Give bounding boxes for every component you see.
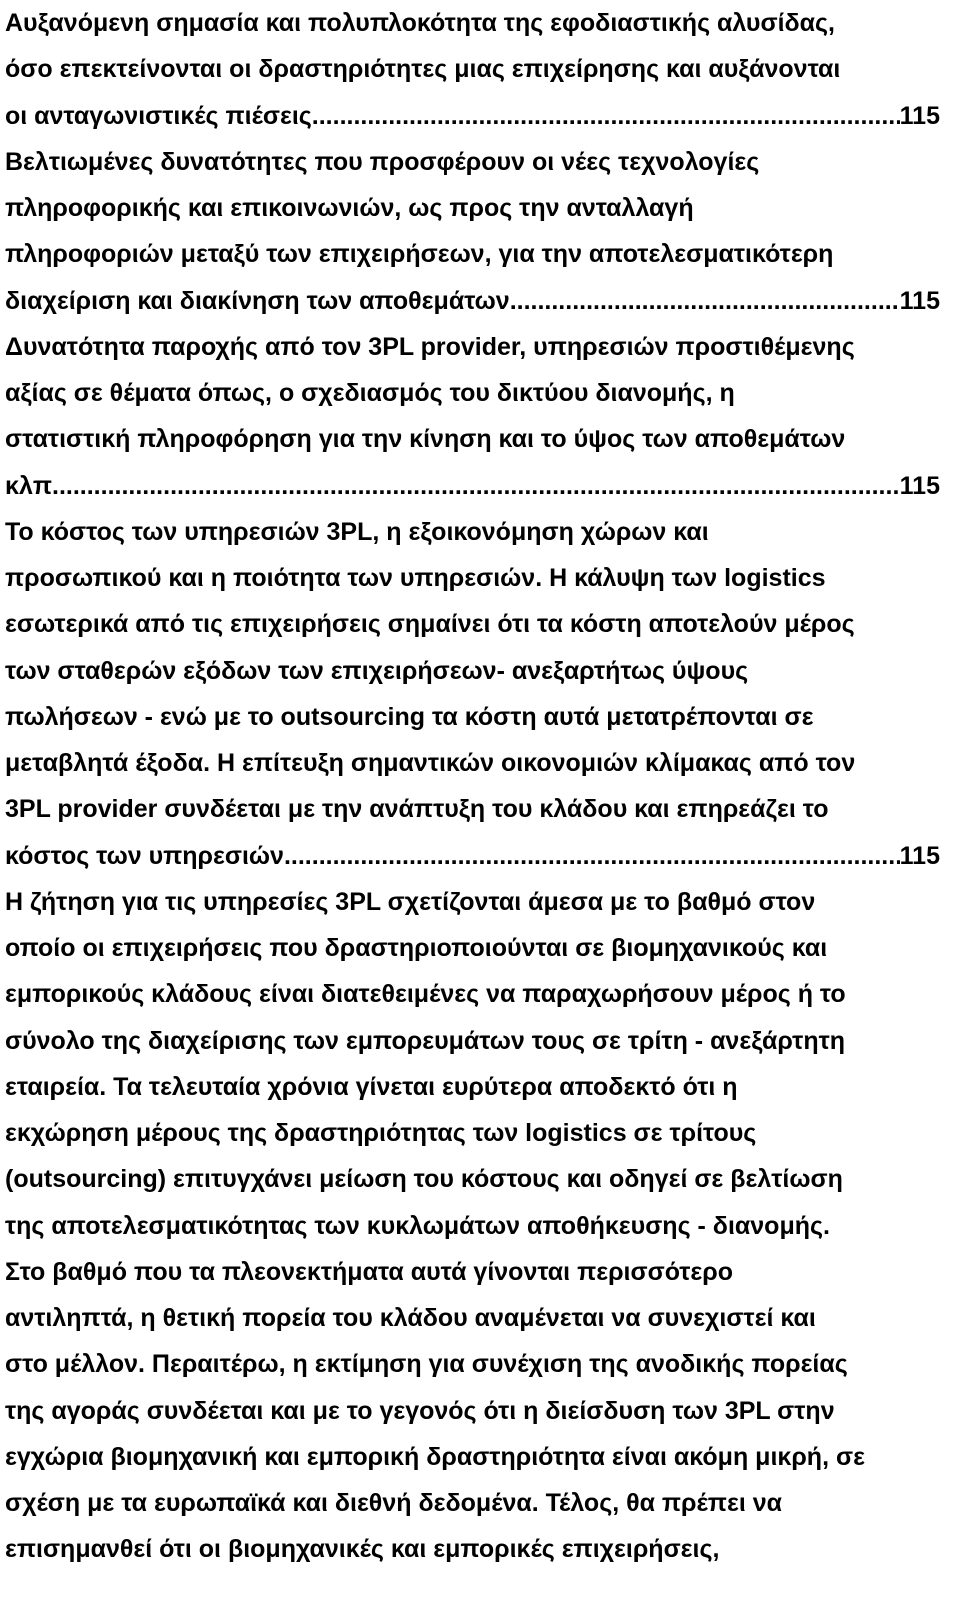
- text-line: Βελτιωμένες δυνατότητες που προσφέρουν οι νέες τεχνολογίες: [5, 147, 760, 176]
- text-line: σύνολο της διαχείρισης των εμπορευμάτων τους σε τρίτη - ανεξάρτητη: [5, 1026, 846, 1055]
- dot-leader: [52, 463, 900, 509]
- page-number: 115: [899, 101, 940, 130]
- toc-entry-line: [5, 833, 940, 879]
- text-line: αντιληπτά, η θετική πορεία του κλάδου αναμένεται να συνεχιστεί και: [5, 1304, 816, 1332]
- text-line: στο μέλλον. Περαιτέρω, η εκτίμηση για συνέχιση της ανοδικής πορείας: [5, 1350, 848, 1379]
- text-line: Η ζήτηση για τις υπηρεσίες 3PL σχετίζονται άμεσα με το βαθμό στον: [5, 887, 816, 916]
- text-line: εμπορικούς κλάδους είναι διατεθειμένες να παραχωρήσουν μέρος ή το: [5, 980, 846, 1009]
- toc-entry-text: διαχείριση και διακίνηση των αποθεμάτων: [5, 286, 510, 315]
- text-line: αξίας σε θέματα όπως, ο σχεδιασμός του δικτύου διανομής, η: [5, 379, 735, 407]
- text-line: πωλήσεων - ενώ με το outsourcing τα κόστη αυτά μετατρέπονται σε: [5, 702, 814, 731]
- text-line: της αποτελεσματικότητας των κυκλωμάτων αποθήκευσης - διανομής.: [5, 1211, 830, 1240]
- toc-entry-text: οι ανταγωνιστικές πιέσεις.: [5, 101, 319, 130]
- page-number: 115: [899, 841, 940, 870]
- text-line: Στο βαθμό που τα πλεονεκτήματα αυτά γίνονται περισσότερο: [5, 1257, 734, 1286]
- page-number: 115: [899, 471, 940, 500]
- text-line: προσωπικού και η ποιότητα των υπηρεσιών. Η κάλυψη των logistics: [5, 564, 826, 592]
- text-line: Δυνατότητα παροχής από τον 3PL provider, υπηρεσιών προστιθέμενης: [5, 332, 855, 361]
- text-line: επισημανθεί ότι οι βιομηχανικές και εμπορικές επιχειρήσεις,: [5, 1535, 720, 1564]
- dot-leader: [510, 278, 900, 324]
- text-line: της αγοράς συνδέεται και με το γεγονός ότι η διείσδυση των 3PL στην: [5, 1396, 835, 1425]
- text-line: σχέση με τα ευρωπαϊκά και διεθνή δεδομένα. Τέλος, θα πρέπει να: [5, 1489, 782, 1517]
- text-line: (outsourcing) επιτυγχάνει μείωση του κόστους και οδηγεί σε βελτίωση: [5, 1165, 843, 1194]
- text-line: πληροφορικής και επικοινωνιών, ως προς την ανταλλαγή: [5, 194, 694, 222]
- toc-entry-line: [5, 93, 940, 139]
- toc-entry-text: κλπ: [5, 471, 52, 500]
- text-line: εγχώρια βιομηχανική και εμπορική δραστηριότητα είναι ακόμη μικρή, σε: [5, 1442, 865, 1471]
- toc-entry-line: [5, 463, 940, 509]
- text-line: των σταθερών εξόδων των επιχειρήσεων- ανεξαρτήτως ύψους: [5, 656, 749, 685]
- toc-entry-text: κόστος των υπηρεσιών.: [5, 841, 291, 870]
- text-line: Αυξανόμενη σημασία και πολυπλοκότητα της εφοδιαστικής αλυσίδας,: [5, 9, 835, 37]
- text-line: 3PL provider συνδέεται με την ανάπτυξη του κλάδου και επηρεάζει το: [5, 795, 829, 824]
- page-number: 115: [899, 286, 940, 315]
- text-line: πληροφοριών μεταξύ των επιχειρήσεων, για την αποτελεσματικότερη: [5, 240, 834, 269]
- text-line: όσο επεκτείνονται οι δραστηριότητες μιας επιχείρησης και αυξάνονται: [5, 55, 841, 84]
- dot-leader: [319, 93, 900, 139]
- text-line: οποίο οι επιχειρήσεις που δραστηριοποιούνται σε βιομηχανικούς και: [5, 934, 828, 962]
- text-line: εταιρεία. Τα τελευταία χρόνια γίνεται ευρύτερα αποδεκτό ότι η: [5, 1072, 738, 1101]
- text-line: στατιστική πληροφόρηση για την κίνηση και το ύψος των αποθεμάτων: [5, 425, 846, 454]
- toc-entry-line: [5, 278, 940, 324]
- dot-leader: [291, 833, 900, 879]
- text-line: εκχώρηση μέρους της δραστηριότητας των logistics σε τρίτους: [5, 1119, 757, 1147]
- text-line: Το κόστος των υπηρεσιών 3PL, η εξοικονόμηση χώρων και: [5, 517, 709, 546]
- text-line: εσωτερικά από τις επιχειρήσεις σημαίνει ότι τα κόστη αποτελούν μέρος: [5, 610, 855, 639]
- text-line: μεταβλητά έξοδα. Η επίτευξη σημαντικών οικονομιών κλίμακας από τον: [5, 749, 856, 777]
